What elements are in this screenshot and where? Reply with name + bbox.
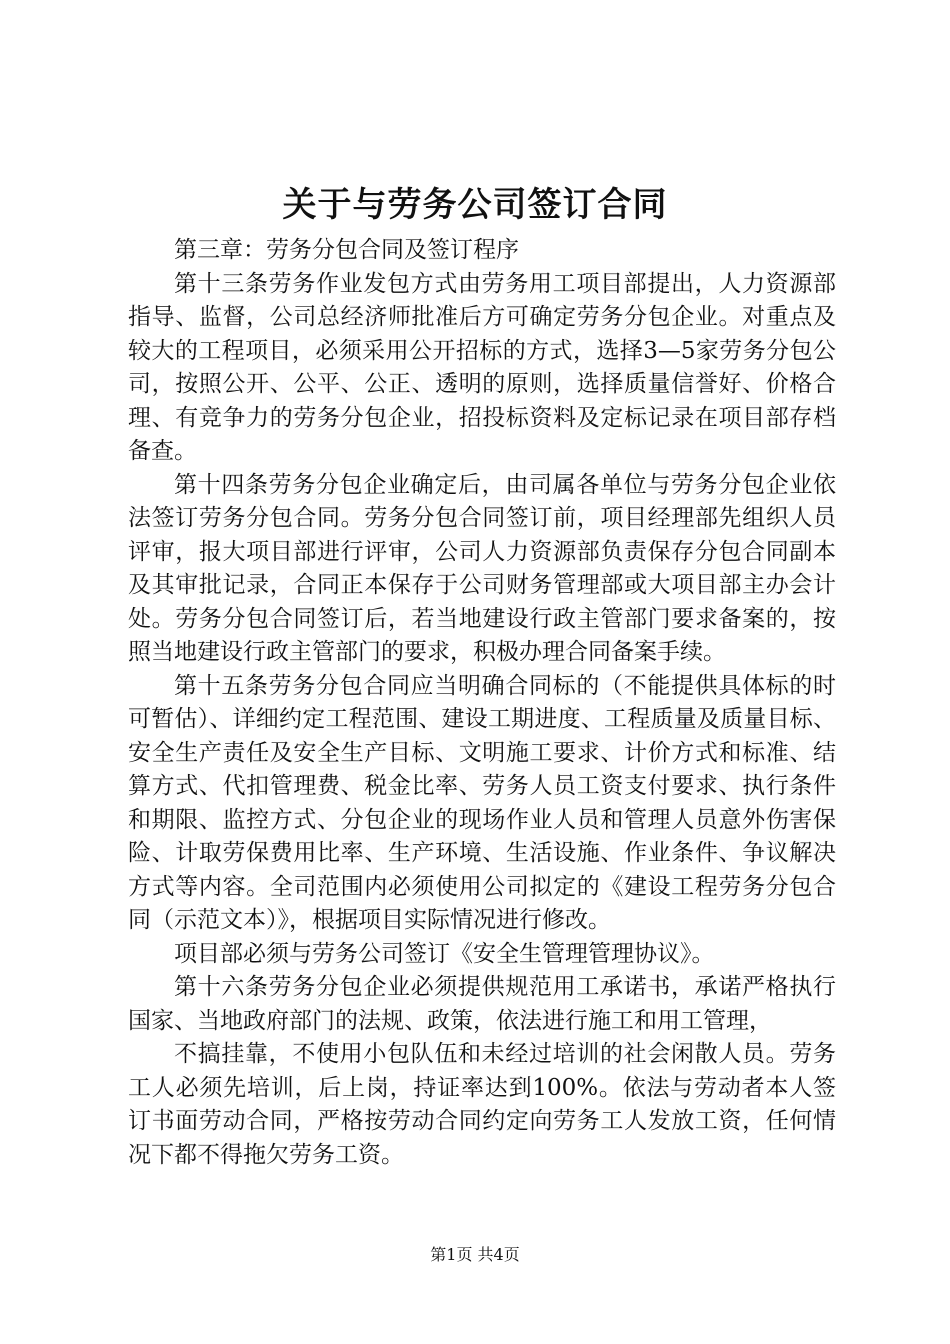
paragraph-article-14: 第十四条劳务分包企业确定后，由司属各单位与劳务分包企业依法签订劳务分包合同。劳务分包合同签订前，项目经理部先组织人员评审，报大项目部进行评审，公司人力资源部负责保存分包合同副本及其审批记录，合同正本保存于公司财务管理部或大项目部主办会计处。劳务分包合同签订后，若当地建设行政主管部门要求备案的，按照当地建设行政主管部门的要求，积极办理合同备案手续。 bbox=[128, 471, 836, 665]
page-number-footer: 第1页 共4页 bbox=[430, 1245, 520, 1264]
paragraph-article-13: 第十三条劳务作业发包方式由劳务用工项目部提出，人力资源部指导、监督，公司总经济师批准后方可确定劳务分包企业。对重点及较大的工程项目，必须采用公开招标的方式，选择3—5家劳务分包公司，按照公开、公平、公正、透明的原则，选择质量信誉好、价格合理、有竞争力的劳务分包企业，招投标资料及定标记录在项目部存档备查。 bbox=[128, 270, 836, 464]
chapter-heading: 第三章：劳务分包合同及签订程序 bbox=[174, 237, 519, 263]
paragraph-article-16: 第十六条劳务分包企业必须提供规范用工承诺书，承诺严格执行国家、当地政府部门的法规、政策，依法进行施工和用工管理， bbox=[128, 974, 836, 1034]
document-body bbox=[128, 234, 836, 1172]
paragraph-safety-agreement: 项目部必须与劳务公司签订《安全生管理管理协议》。 bbox=[174, 940, 715, 967]
document-title: 关于与劳务公司签订合同 bbox=[282, 185, 668, 225]
paragraph-article-15: 第十五条劳务分包合同应当明确合同标的（不能提供具体标的时可暂估）、详细约定工程范围、建设工期进度、工程质量及质量目标、安全生产责任及安全生产目标、文明施工要求、计价方式和标准、结算方式、代扣管理费、税金比率、劳务人员工资支付要求、执行条件和期限、监控方式、分包企业的现场作业人员和管理人员意外伤害保险、计取劳保费用比率、生产环境、生活设施、作业条件、争议解决方式等内容。全司范围内必须使用公司拟定的《建设工程劳务分包合同（示范文本）》，根据项目实际情况进行修改。 bbox=[128, 672, 836, 933]
paragraph-labor-rules: 不搞挂靠，不使用小包队伍和未经过培训的社会闲散人员。劳务工人必须先培训，后上岗，持证率达到100%。依法与劳动者本人签订书面劳动合同，严格按劳动合同约定向劳务工人发放工资，任何情况下都不得拖欠劳务工资。 bbox=[128, 1041, 836, 1168]
